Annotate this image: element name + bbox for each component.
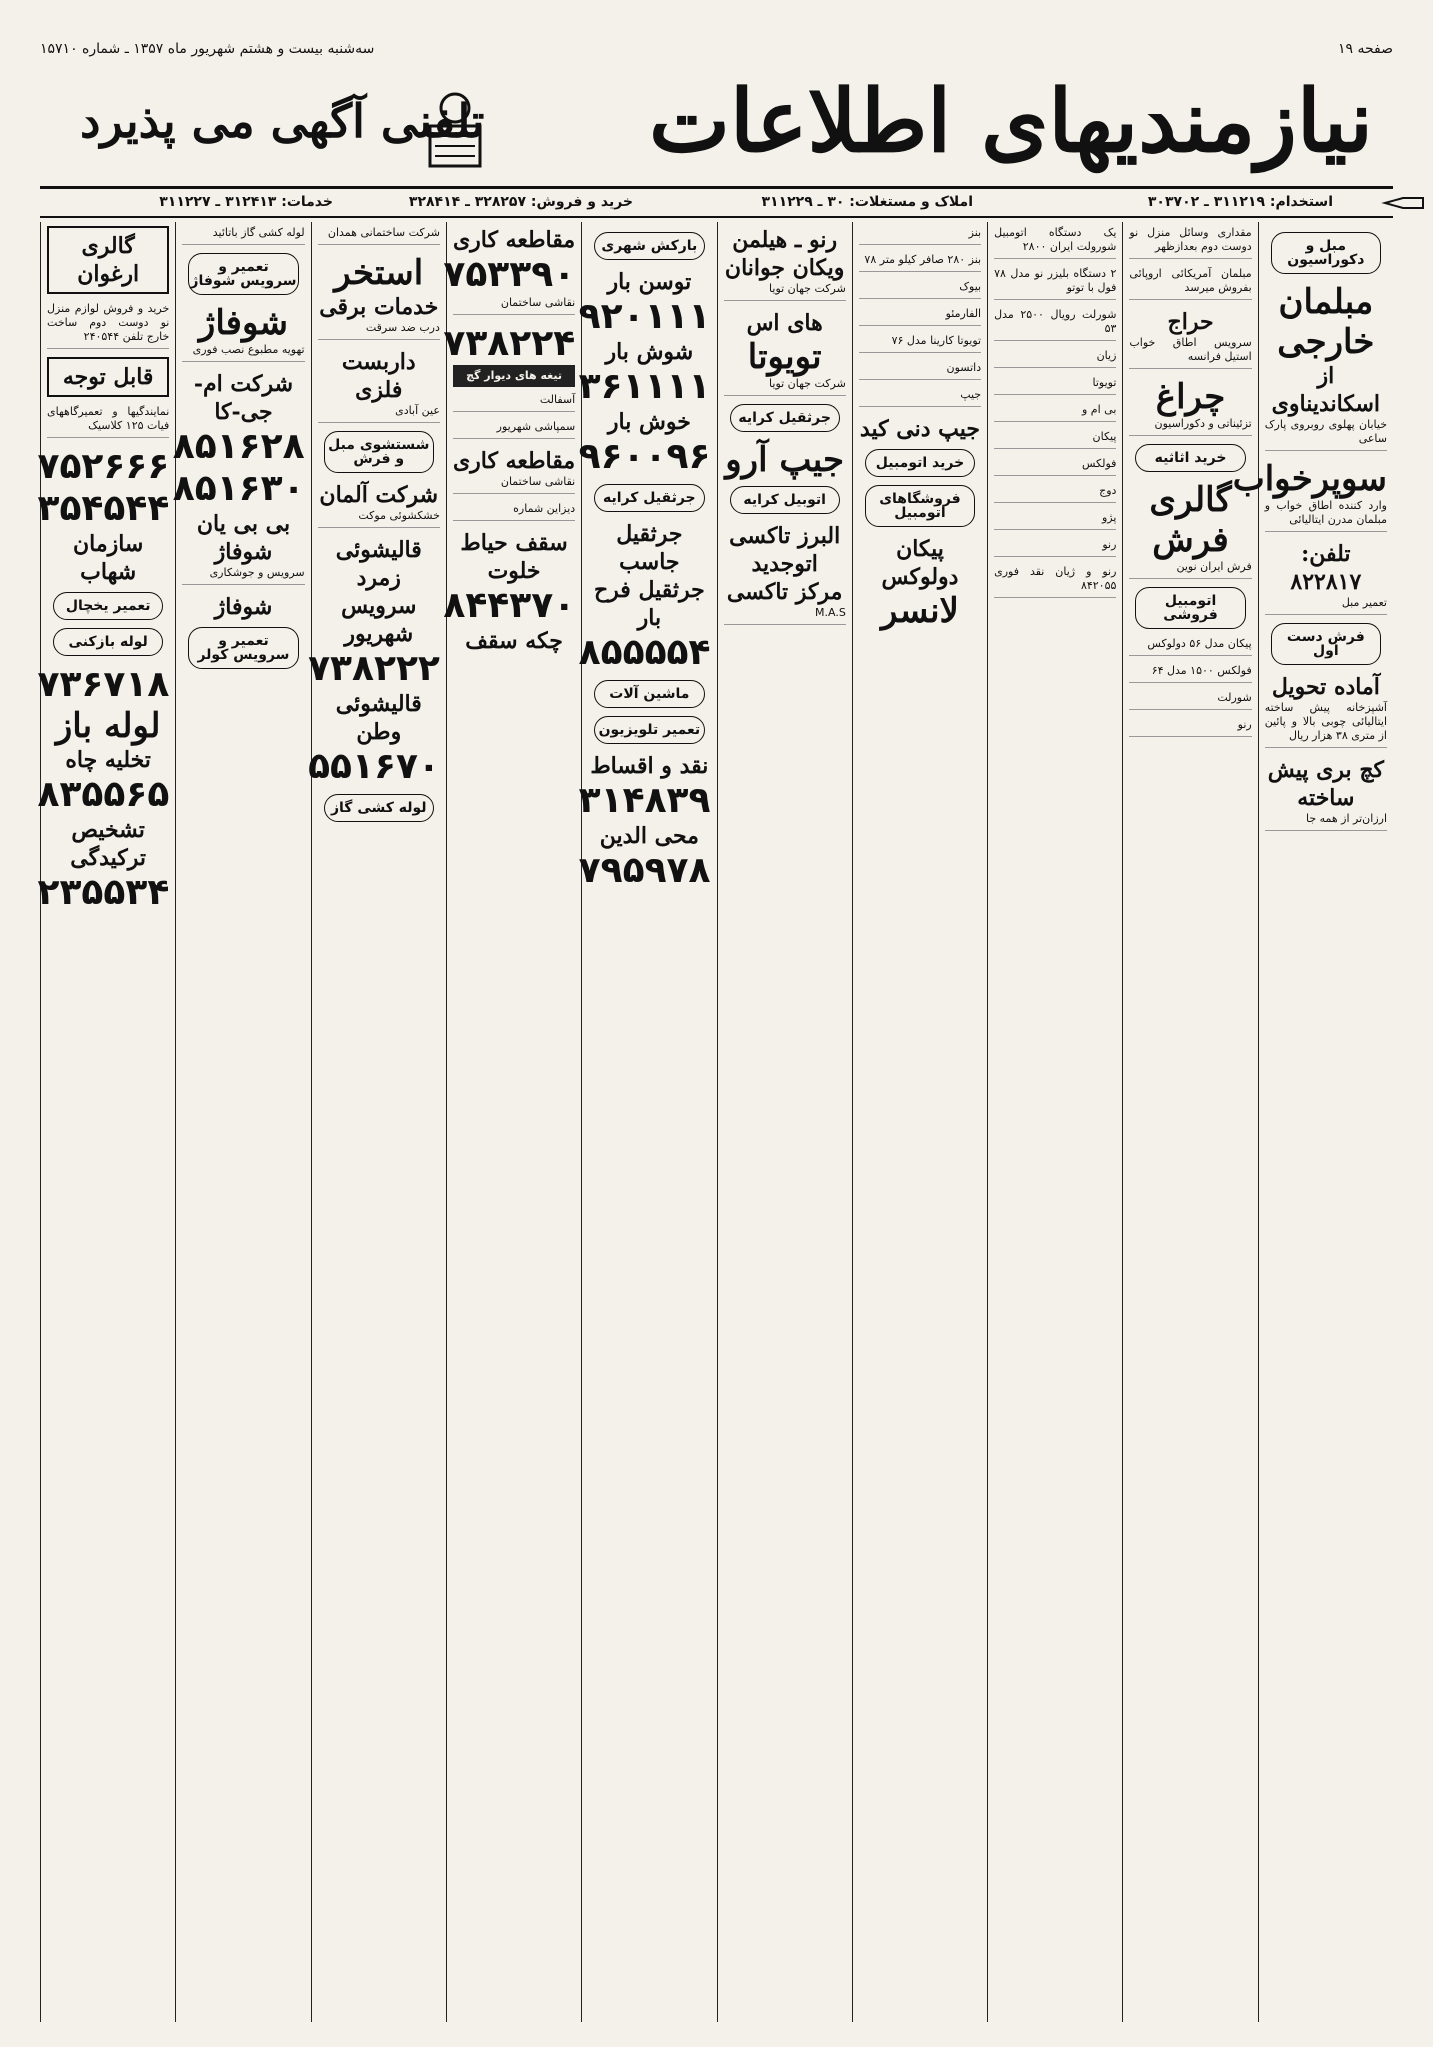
category-label: اتوبیل کرایه (730, 486, 840, 514)
ad-phone-number: ۵۵۱۶۷۰ (308, 746, 440, 787)
ad-text: بیوک (859, 280, 981, 299)
ad-headline: استخر (334, 253, 424, 293)
ad-text: آسفالت (453, 393, 575, 412)
ad-text: سرویس و جوشکاری (182, 566, 304, 585)
ad-text: تهویه مطبوع نصب فوری (182, 343, 304, 362)
ad-column-7 (443, 222, 581, 2022)
ad-headline: تویوتا (747, 337, 822, 377)
ad-subheadline: بی بی یان شوفاژ (196, 511, 291, 565)
ad-text: M.A.S (724, 606, 846, 625)
ad-subheadline: سقف حیاط خلوت (460, 530, 568, 584)
boxed-ad-title: قابل توجه (47, 357, 169, 397)
ad-subheadline: رنو ـ هیلمن (732, 227, 838, 253)
ad-banner: تیغه های دیوار گچ (453, 365, 575, 387)
ad-text: سمپاشی شهریور (453, 420, 575, 439)
ad-column-4 (852, 222, 987, 2022)
ad-subheadline: از اسکاندیناوی (1271, 363, 1381, 417)
category-label: تعمیر و سرویس کولر (188, 627, 298, 669)
ad-text: درب ضد سرقت (318, 321, 440, 340)
ad-text: ۲ دستگاه بلیزر نو مدل ۷۸ فول با توتو (994, 267, 1116, 300)
category-label: بارکش شهری (594, 232, 704, 260)
contact-services: خدمات: ۳۱۲۴۱۳ ـ ۳۱۱۲۲۷ (159, 194, 333, 210)
contact-property: املاک و مستغلات: ۳۰ ـ ۳۱۱۲۲۹ (761, 194, 973, 210)
page-number: صفحه ۱۹ (1337, 41, 1393, 57)
ad-text: فولکس ۱۵۰۰ مدل ۶۴ (1129, 664, 1251, 683)
ad-subheadline: جرثقیل فرح بار (593, 577, 705, 631)
ad-text: مبلمان آمریکائی اروپائی بفروش میرسد (1129, 267, 1251, 300)
ad-subheadline: قالیشوئی زمرد (335, 537, 422, 591)
ad-phone-number: ۷۵۲۶۶۶ (37, 446, 170, 487)
ad-text: فولکس (994, 457, 1116, 476)
ad-phone-number: ۸۴۴۳۷۰ (443, 585, 576, 626)
ad-text: جیپ (859, 388, 981, 407)
ad-headline: چراغ (1155, 377, 1226, 417)
ad-headline: جیپ آرو (725, 440, 845, 480)
ad-text: لوله کشی گاز باتائید (182, 226, 304, 245)
ad-phone-number: ۸۳۵۵۶۵ (37, 774, 170, 815)
ad-phone-number: ۳۶۱۱۱۱ (578, 366, 711, 407)
ad-headline: مبلمان خارجی (1277, 282, 1375, 362)
ad-subheadline: جیپ دنی کید (859, 416, 980, 442)
ad-phone-number: ۸۵۱۶۲۸ (172, 426, 305, 467)
ad-text: خرید و فروش لوازم منزل نو دوست دوم ساخت خارج تلفن ۲۴۰۵۴۴ (47, 302, 169, 349)
ad-subheadline: البرز تاکسی (729, 523, 841, 549)
category-label: خرید اثاثیه (1135, 444, 1245, 472)
issue-date: سه‌شنبه بیست و هشتم شهریور ماه ۱۳۵۷ ـ شماره ۱۵۷۱۰ (40, 41, 375, 57)
ad-column-3 (987, 222, 1122, 2022)
ad-subheadline: شوش بار (605, 339, 694, 365)
ad-subheadline: خوش بار (607, 409, 691, 435)
ad-phone-number: ۳۵۴۵۴۴ (37, 488, 170, 529)
ad-text: شرکت جهان تویا (724, 377, 846, 396)
ad-subheadline: چکه سقف (465, 628, 563, 654)
ad-subheadline: تشخیص ترکیدگی (70, 817, 147, 871)
ad-text: فرش ایران نوین (1129, 560, 1251, 579)
ad-subheadline: کچ بری پیش ساخته (1267, 757, 1384, 811)
category-label: جرثقیل کرایه (730, 404, 840, 432)
pointing-hand-icon (1383, 192, 1425, 214)
category-label: خرید اتومبیل (865, 449, 975, 477)
ad-subheadline: تلفن: ۸۲۲۸۱۷ (1290, 541, 1362, 595)
classified-columns (37, 222, 1393, 2022)
category-label: مبل و دکوراسیون (1271, 232, 1381, 274)
ad-subheadline: ویکان جوانان (724, 255, 845, 281)
ad-subheadline: مقاطعه کاری (452, 227, 576, 253)
ad-text: رنو (994, 538, 1116, 557)
ad-headline: سوپرخواب (1232, 459, 1387, 499)
ad-column-5 (717, 222, 852, 2022)
ad-phone-number: ۹۶۰۰۹۶ (578, 436, 711, 477)
ad-text: بنز ۲۸۰ صافر کیلو متر ۷۸ (859, 253, 981, 272)
ad-phone-number: ۸۵۱۶۳۰ (172, 468, 305, 509)
ad-phone-number: ۲۳۵۵۳۴ (37, 872, 170, 913)
ad-text: پیکان مدل ۵۶ دولوکس (1129, 637, 1251, 656)
ad-subheadline: اتوجدید (751, 551, 818, 577)
ad-subheadline: تخلیه چاه (65, 747, 151, 773)
ad-phone-number: ۹۲۰۱۱۱ (578, 296, 711, 337)
ad-subheadline: های اس (746, 310, 823, 336)
ad-text: داتسون (859, 361, 981, 380)
ad-subheadline: شرکت آلمان (319, 482, 439, 508)
ad-text: نقاشی ساختمان (453, 475, 575, 494)
category-label: تعمیر و سرویس شوفاژ (188, 253, 298, 295)
ad-text: تویوتا کارینا مدل ۷۶ (859, 334, 981, 353)
category-label: تعمیر یخچال (53, 592, 163, 620)
ad-column-6 (578, 222, 716, 2022)
ad-subheadline: توسن بار (607, 269, 692, 295)
ad-phone-number: ۷۵۳۳۹۰ (443, 254, 576, 295)
ad-subheadline: شوفاژ (214, 594, 273, 620)
ad-text: رنو (1129, 718, 1251, 737)
ad-headline: شوفاژ (198, 303, 288, 343)
contact-employment: استخدام: ۳۱۱۲۱۹ ـ ۳۰۳۷۰۲ (1147, 194, 1333, 210)
ad-subheadline: داربست فلزی (341, 349, 416, 403)
ad-text: عین آبادی (318, 404, 440, 423)
category-label: جرثقیل کرایه (594, 484, 704, 512)
category-label: لوله بازکنی (53, 628, 163, 656)
masthead-title: نیازمندیهای اطلاعات (649, 71, 1373, 172)
ad-phone-number: ۷۳۶۷۱۸ (37, 664, 170, 705)
ad-subheadline: جرثقیل جاسب (616, 521, 683, 575)
ad-text: تعمیر مبل (1265, 596, 1387, 615)
ad-text: آشپزخانه پیش ساخته ایتالیائی چوبی بالا و پائین از متری ۳۸ هزار ریال (1265, 701, 1387, 748)
ad-text: نمایندگیها و تعمیرگاههای فیات ۱۲۵ کلاسیک (47, 405, 169, 438)
ad-text: بنز (859, 226, 981, 245)
ad-subheadline: پیکان دولوکس (881, 536, 959, 590)
category-label: لوله کشی گاز (324, 794, 434, 822)
ad-subheadline: نقد و اقساط (590, 753, 709, 779)
ad-text: شرکت ساختمانی همدان (318, 226, 440, 245)
ad-text: خیابان پهلوی روبروی پارک ساعی (1265, 418, 1387, 451)
ad-subheadline: حراج (1167, 309, 1214, 335)
ad-text: سرویس اطاق خواب استیل فرانسه (1129, 336, 1251, 369)
ad-phone-number: ۷۳۸۲۲۴ (443, 323, 576, 364)
ad-subheadline: محی الدین (599, 823, 699, 849)
ad-text: رنو و ژیان نقد فوری ۸۴۲۰۵۵ (994, 565, 1116, 598)
ad-subheadline: قالیشوئی وطن (335, 691, 422, 745)
ad-text: پژو (994, 511, 1116, 530)
ad-phone-number: ۳۱۴۸۳۹ (578, 780, 711, 821)
ad-column-9 (172, 222, 310, 2022)
category-label: تعمیر تلویزیون (594, 716, 704, 744)
ad-text: شورلت (1129, 691, 1251, 710)
ad-text: دوج (994, 484, 1116, 503)
ad-subheadline: مقاطعه کاری (452, 448, 576, 474)
category-label: شستشوی مبل و فرش (324, 431, 434, 473)
ad-text: پیکان (994, 430, 1116, 449)
ad-text: مقداری وسائل منزل نو دوست دوم بعدازظهر (1129, 226, 1251, 259)
ad-phone-number: ۷۳۸۲۲۲ (308, 648, 440, 689)
ad-phone-number: ۸۵۵۵۵۴ (578, 632, 711, 673)
masthead (40, 66, 1393, 189)
ad-subheadline: سرویس شهریور (341, 593, 417, 647)
ad-column-10 (37, 222, 175, 2022)
ad-text: وارد کننده اطاق خواب و مبلمان مدرن ایتالیائی (1265, 499, 1387, 532)
ad-subheadline: شرکت ام-جی-کا (193, 371, 294, 425)
ad-headline: لانسر (880, 591, 959, 631)
ad-column-8 (308, 222, 446, 2022)
ad-subheadline: سازمان شهاب (72, 531, 144, 585)
ad-text: شورلت رویال ۲۵۰۰ مدل ۵۳ (994, 308, 1116, 341)
ad-text: الفارمئو (859, 307, 981, 326)
category-label: ماشین آلات (594, 680, 704, 708)
category-label: اتومبیل فروشی (1135, 587, 1245, 629)
ad-subheadline: خدمات برقی (319, 294, 439, 320)
ad-headline: لوله باز (55, 706, 161, 746)
ad-text: تویوتا (994, 376, 1116, 395)
boxed-ad-title: گالری ارغوان (47, 226, 169, 294)
ad-text: دیزاین شماره (453, 502, 575, 521)
ad-phone-number: ۷۹۵۹۷۸ (578, 850, 711, 891)
masthead-subtitle: تلفنی آگهی می پذیرد (80, 94, 485, 148)
telephone-reader-illustration-icon (410, 86, 500, 176)
ad-text: بی ام و (994, 403, 1116, 422)
page-dateline (40, 38, 1393, 60)
ad-headline: گالری فرش (1149, 480, 1232, 560)
ad-text: خشکشوئی موکت (318, 509, 440, 528)
ad-subheadline: آماده تحویل (1271, 674, 1380, 700)
ad-text: نقاشی ساختمان (453, 296, 575, 315)
contact-sales: خرید و فروش: ۳۲۸۲۵۷ ـ ۳۲۸۴۱۴ (408, 194, 633, 210)
ad-text: تزئیناتی و دکوراسیون (1129, 417, 1251, 436)
ad-column-2 (1122, 222, 1257, 2022)
category-label: فرش دست اول (1271, 623, 1381, 665)
contact-numbers-bar (40, 192, 1393, 218)
ad-subheadline: مرکز تاکسی (726, 579, 843, 605)
ad-text: زیان (994, 349, 1116, 368)
ad-text: شرکت جهان تویا (724, 282, 846, 301)
category-label: فروشگاهای اتومبیل (865, 485, 975, 527)
ad-text: یک دستگاه اتومبیل شورولت ایران ۲۸۰۰ (994, 226, 1116, 259)
ad-text: ارزان‌تر از همه جا (1265, 812, 1387, 831)
